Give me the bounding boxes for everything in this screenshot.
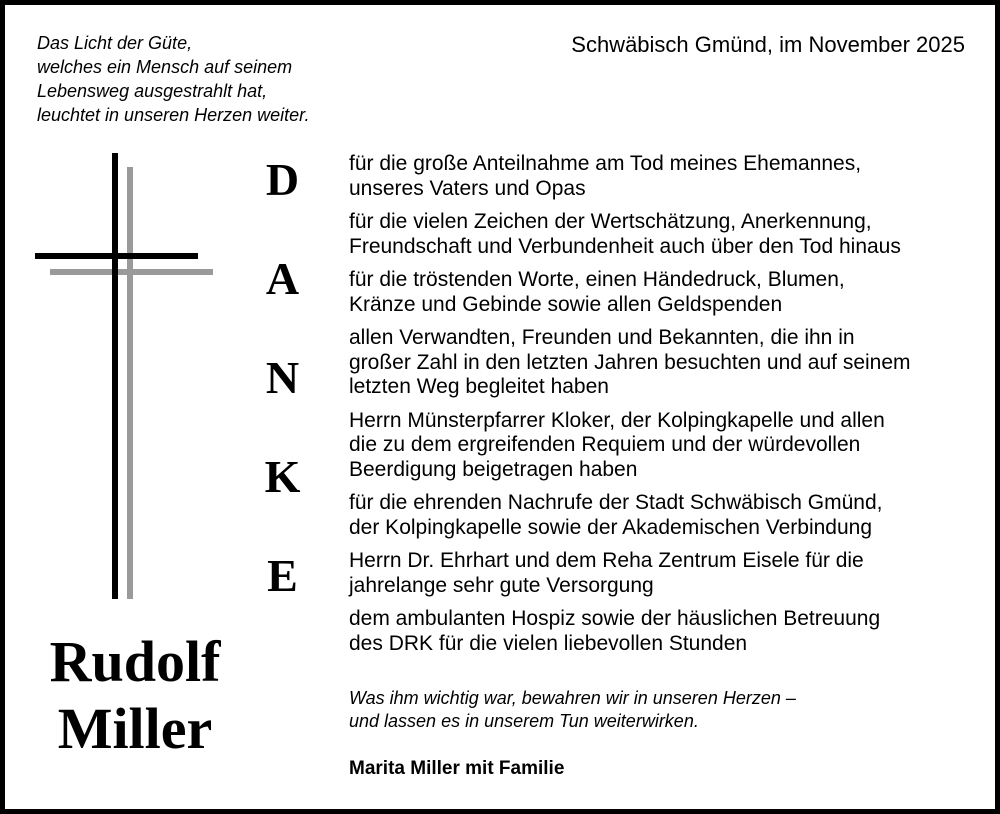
quote-line: Das Licht der Güte, bbox=[37, 33, 193, 53]
thanks-line: großer Zahl in den letzten Jahren besuchten und auf seinem bbox=[349, 350, 911, 374]
thanks-line: unseres Vaters und Opas bbox=[349, 176, 586, 200]
thanks-line: jahrelange sehr gute Versorgung bbox=[349, 573, 654, 597]
deceased-first-name: Rudolf bbox=[49, 629, 221, 694]
signature: Marita Miller mit Familie bbox=[349, 758, 565, 779]
cross-horizontal-black bbox=[35, 253, 198, 259]
cross-vertical-grey bbox=[127, 167, 133, 599]
danke-letter: N bbox=[265, 352, 300, 403]
thanks-item bbox=[349, 409, 989, 483]
thanks-line: des DRK für die vielen liebevollen Stunden bbox=[349, 631, 748, 655]
thanks-line: für die tröstenden Worte, einen Händedruck, Blumen, bbox=[349, 268, 845, 291]
danke-letter: K bbox=[264, 451, 301, 502]
danke-letter: A bbox=[265, 253, 300, 304]
closing-line: und lassen es in unserem Tun weiterwirken. bbox=[349, 711, 699, 731]
thanks-line: Freundschaft und Verbundenheit auch über den Tod hinaus bbox=[349, 234, 901, 258]
thanks-item bbox=[349, 491, 989, 540]
thanks-line: die zu dem ergreifenden Requiem und der würdevollen bbox=[349, 433, 861, 456]
thanks-item bbox=[349, 210, 989, 259]
quote-line: welches ein Mensch auf seinem bbox=[37, 57, 293, 77]
thanks-line: der Kolpingkapelle sowie der Akademischen Verbindung bbox=[349, 515, 873, 539]
thanks-line: allen Verwandten, Freunden und Bekannten, die ihn in bbox=[349, 326, 855, 349]
thanks-line: für die vielen Zeichen der Wertschätzung, Anerkennung, bbox=[349, 210, 872, 233]
thanks-line: Herrn Dr. Ehrhart und dem Reha Zentrum Eisele für die bbox=[349, 549, 864, 572]
cross-icon bbox=[5, 5, 245, 625]
cross-horizontal-grey bbox=[50, 269, 213, 275]
thanks-line: für die große Anteilnahme am Tod meines Ehemannes, bbox=[349, 152, 862, 175]
thanks-line: Beerdigung beigetragen haben bbox=[349, 457, 638, 481]
cross-vertical-black bbox=[112, 153, 118, 599]
deceased-last-name: Miller bbox=[57, 696, 213, 761]
thanks-item bbox=[349, 152, 989, 201]
thanks-line: letzten Weg begleitet haben bbox=[349, 375, 609, 398]
thanks-item bbox=[349, 326, 989, 400]
danke-letter: E bbox=[267, 550, 298, 601]
thanks-line: für die ehrenden Nachrufe der Stadt Schwäbisch Gmünd, bbox=[349, 491, 883, 514]
closing-line: Was ihm wichtig war, bewahren wir in unseren Herzen – bbox=[349, 688, 796, 708]
thanks-item bbox=[349, 607, 989, 656]
quote-line: Lebensweg ausgestrahlt hat, bbox=[37, 81, 268, 101]
thanks-item bbox=[349, 549, 989, 598]
place-date: Schwäbisch Gmünd, im November 2025 bbox=[571, 32, 965, 57]
quote-line: leuchtet in unseren Herzen weiter. bbox=[37, 105, 310, 125]
danke-letter: D bbox=[265, 154, 300, 205]
thanks-list bbox=[349, 152, 989, 665]
thanks-line: Kränze und Gebinde sowie allen Geldspenden bbox=[349, 292, 783, 316]
thanks-line: Herrn Münsterpfarrer Kloker, der Kolpingkapelle und allen bbox=[349, 408, 885, 432]
thanks-item bbox=[349, 268, 989, 317]
closing-quote bbox=[349, 687, 796, 733]
thanks-line: dem ambulanten Hospiz sowie der häuslichen Betreuung bbox=[349, 607, 881, 630]
